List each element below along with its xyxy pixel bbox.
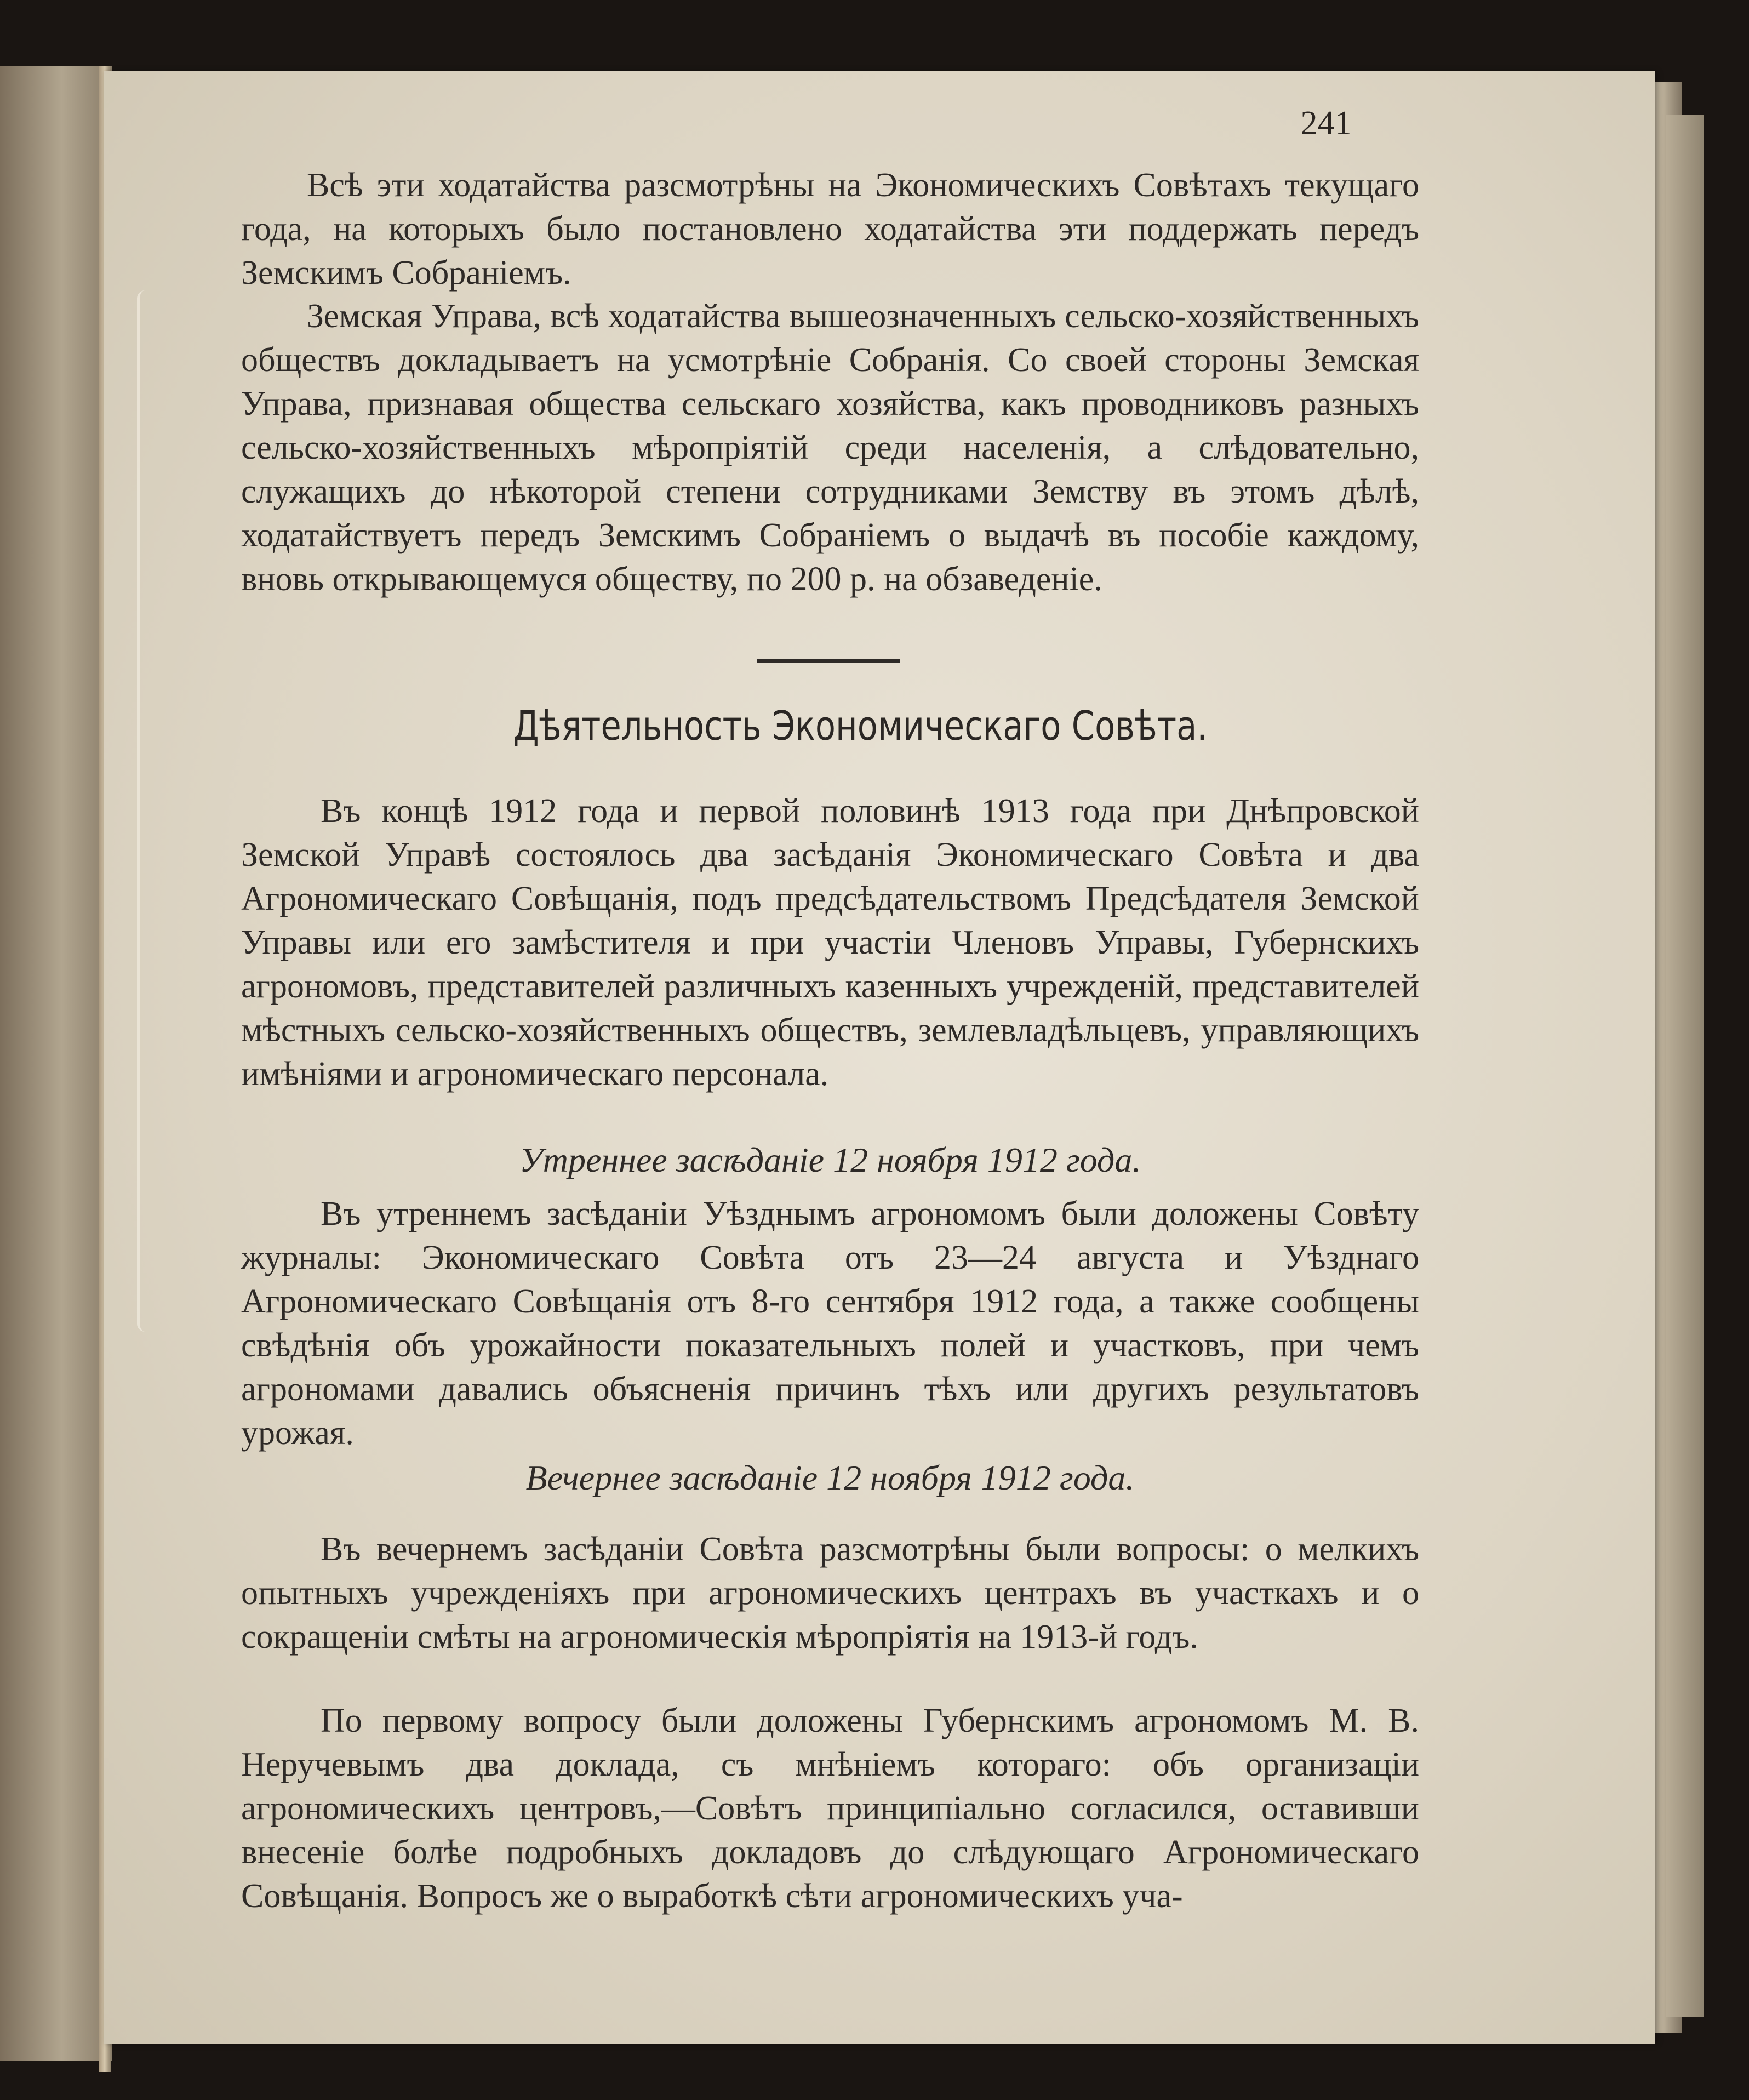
- paragraph-3: Въ концѣ 1912 года и первой половинѣ 1913 года при Днѣпровской Земской Управѣ состоялось два засѣданія Экономическаго Совѣта и два Агрономическаго Совѣщанія, подъ предсѣдательствомъ Предсѣдателя Земской Управы или его замѣстителя и при участіи Членовъ Управы, Губернскихъ агрономовъ, представителей различныхъ казенныхъ учрежденій, представителей мѣстныхъ сельско-хозяйственныхъ обществъ, землевладѣльцевъ, управляющихъ имѣніями и агрономическаго персонала.: [241, 792, 1419, 1093]
- back-page-leaf-2: [1666, 115, 1704, 2017]
- section-heading: Дѣятельность Экономическаго Совѣта.: [513, 703, 1208, 750]
- left-page-edge: [0, 66, 112, 2061]
- paragraph-2: Земская Управа, всѣ ходатайства вышеозначенныхъ сельско-хозяйственныхъ обществъ докладываетъ на усмотрѣніе Собранія. Со своей стороны Земская Управа, признавая общества сельскаго хозяйства, какъ проводниковъ разныхъ сельско-хозяйственныхъ мѣропріятій среди населенія, а слѣдовательно, служащихъ до нѣкоторой степени сотрудниками Земству въ этомъ дѣлѣ, ходатайствуетъ передъ Земскимъ Собраніемъ о выдачѣ въ пособіе каждому, вновь открывающемуся обществу, по 200 р. на обзаведеніе.: [241, 298, 1419, 598]
- section-divider: [757, 659, 900, 663]
- subheading-evening-session: Вечернее засѣданіе 12 ноября 1912 года.: [525, 1458, 1135, 1497]
- subheading-morning-session: Утреннее засѣданіе 12 ноября 1912 года.: [519, 1140, 1141, 1179]
- page-number: 241: [1300, 105, 1352, 142]
- paragraph-4: Въ утреннемъ засѣданіи Уѣзднымъ агрономомъ были доложены Совѣту журналы: Экономическаго Совѣта отъ 23—24 августа и Уѣзднаго Агрономическаго Совѣщанія отъ 8-го сентября 1912 года, а также сообщены свѣдѣнія объ урожайности показательныхъ полей и участковъ, при чемъ агрономами давались объясненія причинъ тѣхъ или другихъ результатовъ урожая.: [241, 1195, 1419, 1452]
- paragraph-1: Всѣ эти ходатайства разсмотрѣны на Экономическихъ Совѣтахъ текущаго года, на которыхъ было постановлено ходатайства эти поддержать передъ Земскимъ Собраніемъ.: [241, 167, 1419, 292]
- binding-thread: [137, 290, 153, 1332]
- paragraph-5: Въ вечернемъ засѣданіи Совѣта разсмотрѣны были вопросы: о мелкихъ опытныхъ учрежденіяхъ при агрономическихъ центрахъ въ участкахъ и о сокращеніи смѣты на агрономическія мѣропріятія на 1913-й годъ.: [241, 1531, 1419, 1656]
- paragraph-6: По первому вопросу были доложены Губернскимъ агрономомъ М. В. Неручевымъ два доклада, съ мнѣніемъ котораго: объ организаціи агрономическихъ центровъ,—Совѣтъ принципіально согласился, оставивши внесеніе болѣе подробныхъ докладовъ до слѣдующаго Агрономическаго Совѣщанія. Вопросъ же о выработкѣ сѣти агрономическихъ уча-: [241, 1702, 1419, 1915]
